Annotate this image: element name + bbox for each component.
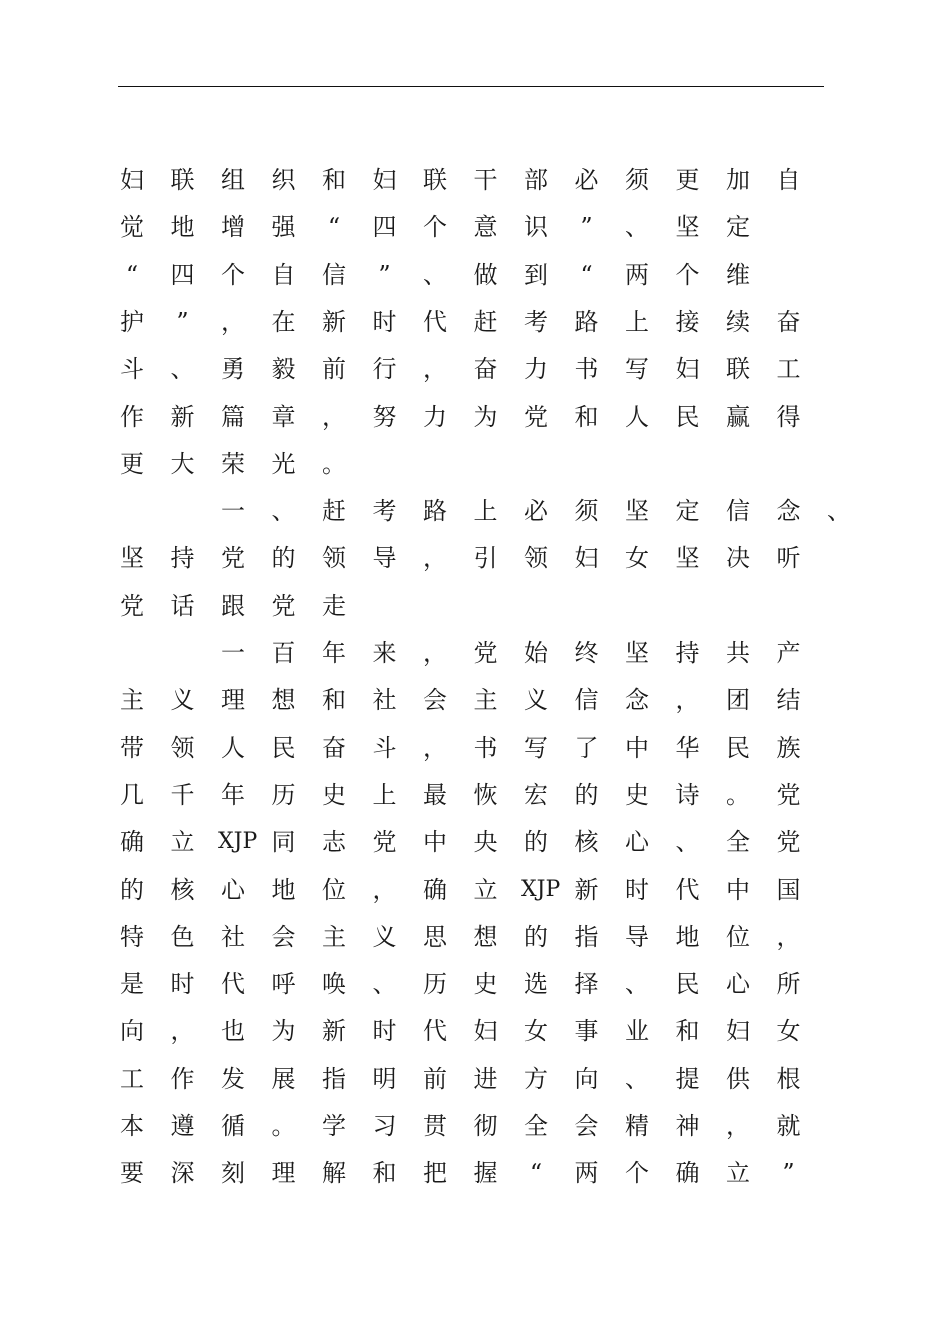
text-line: 斗 、 勇 毅 前 行 ， 奋 力 书 写 妇 联 工 bbox=[120, 355, 801, 384]
text-line: 向 ， 也 为 新 时 代 妇 女 事 业 和 妇 女 bbox=[120, 1017, 801, 1046]
text-line: 主 义 理 想 和 社 会 主 义 信 念 ， 团 结 bbox=[120, 686, 801, 715]
text-line: 特 色 社 会 主 义 思 想 的 指 导 地 位 ， bbox=[120, 922, 801, 951]
text-line: 带 领 人 民 奋 斗 ， 书 写 了 中 华 民 族 bbox=[120, 733, 801, 762]
text-line: 本 遵 循 。 学 习 贯 彻 全 会 精 神 ， 就 bbox=[120, 1112, 801, 1140]
text-line: 确 立 XJP 同 志 党 中 央 的 核 心 、 全 党 bbox=[120, 828, 801, 857]
text-line: 觉 地 增 强 “ 四 个 意 识 ” 、 坚 定 bbox=[120, 213, 750, 242]
text-line: 的 核 心 地 位 ， 确 立 XJP 新 时 代 中 国 bbox=[120, 875, 801, 904]
section-heading-line: 党 话 跟 党 走 bbox=[120, 591, 346, 620]
text-line: 一 百 年 来 ， 党 始 终 坚 持 共 产 bbox=[221, 639, 801, 667]
text-line: 几 千 年 历 史 上 最 恢 宏 的 史 诗 。 党 bbox=[120, 780, 801, 809]
section-heading-line: 一 、 赶 考 路 上 必 须 坚 定 信 念 、 bbox=[221, 497, 851, 526]
text-line: “ 四 个 自 信 ” 、 做 到 “ 两 个 维 bbox=[125, 260, 750, 289]
text-line: 妇 联 组 织 和 妇 联 干 部 必 须 更 加 自 bbox=[120, 166, 801, 194]
text-line: 是 时 代 呼 唤 、 历 史 选 择 、 民 心 所 bbox=[120, 970, 801, 999]
text-line: 作 新 篇 章 ， 努 力 为 党 和 人 民 赢 得 bbox=[120, 402, 801, 431]
text-line: 工 作 发 展 指 明 前 进 方 向 、 提 供 根 bbox=[120, 1064, 801, 1093]
text-line: 护 ” ， 在 新 时 代 赶 考 路 上 接 续 奋 bbox=[120, 307, 801, 336]
text-line: 更 大 荣 光 。 bbox=[120, 449, 346, 478]
section-heading-line: 坚 持 党 的 领 导 ， 引 领 妇 女 坚 决 听 bbox=[120, 544, 801, 573]
text-line: 要 深 刻 理 解 和 把 握 “ 两 个 确 立 ” bbox=[120, 1159, 795, 1188]
